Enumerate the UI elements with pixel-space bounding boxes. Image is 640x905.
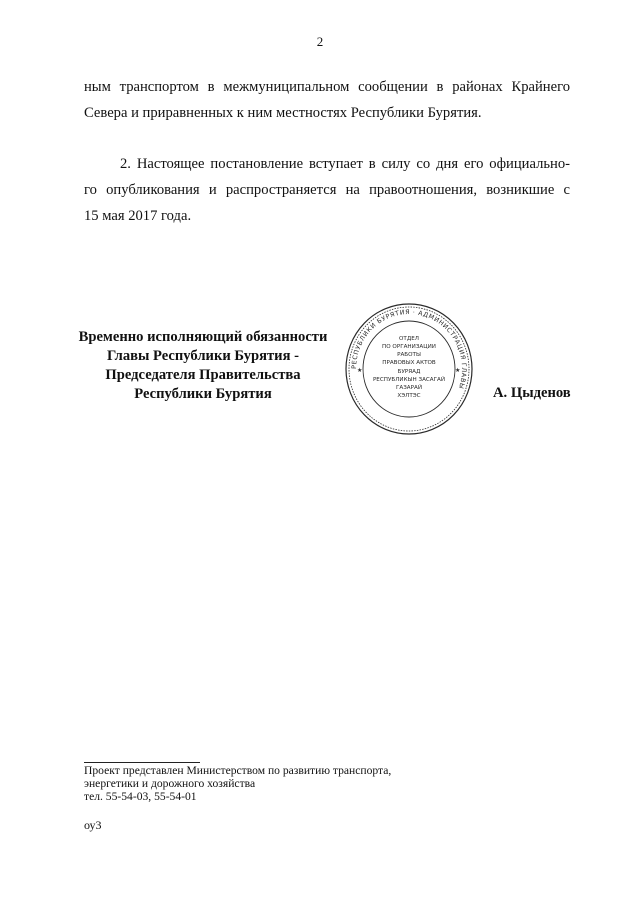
paragraph-line: 15 мая 2017 года. bbox=[84, 208, 192, 224]
seal-inner-text: БУРЯАД bbox=[397, 369, 421, 375]
seal-ring-text: РЕСПУБЛИКИ БУРЯТИЯ · АДМИНИСТРАЦИЯ ГЛАВЫ bbox=[350, 308, 468, 390]
page-number: 2 bbox=[316, 34, 324, 49]
paragraph-line: 2. Настоящее постановление вступает в силу со дня его официально- bbox=[120, 156, 570, 172]
seal-star-icon: ★ bbox=[455, 367, 461, 374]
paragraph-1 bbox=[84, 74, 570, 126]
seal-star-icon: ★ bbox=[357, 367, 363, 374]
seal-inner-text: ОТДЕЛ bbox=[399, 336, 419, 342]
official-seal-stamp bbox=[344, 302, 474, 436]
document-code: оу3 bbox=[84, 818, 102, 832]
signatory-title-line: Республики Бурятия bbox=[134, 386, 272, 402]
signatory-title-line: Главы Республики Бурятия - bbox=[107, 348, 299, 364]
footer-divider bbox=[84, 762, 200, 763]
footer-line: тел. 55-54-03, 55-54-01 bbox=[84, 790, 197, 803]
signatory-title-line: Председателя Правительства bbox=[105, 367, 301, 383]
footer-line: Проект представлен Министерством по развитию транспорта, bbox=[84, 764, 392, 777]
seal-inner-text: РЕСПУБЛИКЫН ЗАСАГАЙ bbox=[372, 377, 446, 383]
seal-inner-text: РАБОТЫ bbox=[397, 352, 421, 358]
footer-note bbox=[84, 764, 504, 803]
seal-inner-text: ХЭЛТЭС bbox=[397, 393, 421, 399]
paragraph-line: Севера и приравненных к ним местностях Республики Бурятия. bbox=[84, 105, 482, 121]
seal-inner-text: ПО ОРГАНИЗАЦИИ bbox=[382, 344, 436, 350]
signatory-title-line: Временно исполняющий обязанности bbox=[78, 329, 328, 345]
signatory-title bbox=[70, 328, 336, 404]
paragraph-line: го опубликования и распространяется на правоотношения, возникшие с bbox=[84, 182, 570, 198]
signer-name: А. Цыденов bbox=[493, 385, 571, 401]
seal-inner-text: ГАЗАРАЙ bbox=[395, 385, 423, 391]
paragraph-line: ным транспортом в межмуниципальном сообщении в районах Крайнего bbox=[84, 79, 570, 95]
paragraph-2 bbox=[84, 151, 570, 229]
seal-inner-text: ПРАВОВЫХ АКТОВ bbox=[382, 360, 436, 366]
footer-line: энергетики и дорожного хозяйства bbox=[84, 777, 256, 790]
